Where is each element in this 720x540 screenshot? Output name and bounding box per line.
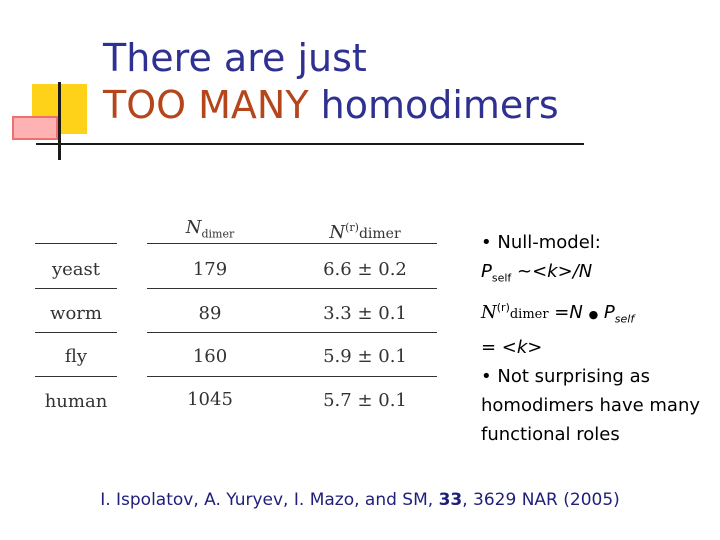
header-n-dimer-sub: dimer	[201, 227, 235, 241]
rule-organism-3	[35, 376, 117, 377]
title-underline	[36, 143, 584, 145]
decorative-vertical-line	[58, 82, 61, 160]
header-n-r-symbol: N	[329, 222, 346, 243]
rule-organism-2	[35, 332, 117, 333]
decorative-pink-bar	[14, 118, 56, 138]
cell-organism: yeast	[51, 259, 101, 280]
rule-values-3	[147, 376, 437, 377]
title-highlight: TOO MANY	[103, 83, 309, 127]
slide-title	[103, 35, 559, 129]
rule-values-1	[147, 288, 437, 289]
bullet-marker: •	[481, 232, 492, 253]
cell-n-dimer: 1045	[187, 389, 233, 410]
rule-values-top	[147, 243, 437, 244]
n-symbol: N	[481, 301, 497, 323]
p-symbol: P	[481, 261, 492, 282]
rule-organism-1	[35, 288, 117, 289]
cell-organism: fly	[64, 346, 88, 367]
p-symbol-2: P	[598, 301, 615, 323]
rule-values-2	[147, 332, 437, 333]
rule-organism-top	[35, 243, 117, 244]
header-n-r-sub: dimer	[358, 226, 401, 242]
cell-n-dimer: 179	[192, 259, 228, 280]
title-line-2-rest: homodimers	[308, 83, 559, 127]
cell-organism: worm	[50, 303, 102, 324]
cell-n-r-dimer: 5.7 ± 0.1	[323, 390, 407, 411]
header-n-dimer	[150, 218, 270, 245]
title-line-1: There are just	[103, 36, 367, 80]
self-sub: self	[491, 271, 512, 285]
cell-n-r-dimer: 3.3 ± 0.1	[323, 303, 407, 324]
bullet-marker: •	[481, 366, 492, 388]
bullet-null-model	[481, 228, 711, 362]
equals-k: = <k>	[481, 337, 543, 359]
not-surprising-text: Not surprising as homodimers have many functional roles	[481, 366, 701, 446]
bullet-not-surprising	[481, 362, 711, 449]
header-n-dimer-symbol: N	[185, 217, 202, 238]
citation-journal: , 3629 NAR (2005)	[462, 490, 620, 510]
bullet-list	[481, 228, 711, 449]
citation	[0, 490, 720, 510]
equals-n: =N	[548, 301, 583, 323]
cell-n-dimer: 160	[192, 346, 228, 367]
cell-n-dimer: 89	[198, 303, 222, 324]
r-sup: (r)	[496, 300, 510, 314]
p-self-formula	[481, 261, 512, 285]
cell-n-r-dimer: 6.6 ± 0.2	[323, 259, 407, 280]
citation-authors: I. Ispolatov, A. Yuryev, I. Mazo, and SM,	[100, 490, 439, 510]
null-model-label: Null-model:	[497, 232, 601, 253]
approx-expression: ~<k>/N	[511, 261, 593, 282]
dimer-sub: dimer	[509, 306, 549, 322]
header-n-r-dimer	[300, 218, 430, 244]
cell-organism: human	[44, 391, 108, 412]
homodimer-table	[30, 210, 440, 420]
header-n-r-sup: (r)	[345, 221, 359, 234]
citation-volume: 33	[438, 490, 463, 510]
self-sub-2: self	[614, 312, 635, 326]
cell-n-r-dimer: 5.9 ± 0.1	[323, 346, 407, 367]
dot-operator: ●	[588, 307, 599, 321]
